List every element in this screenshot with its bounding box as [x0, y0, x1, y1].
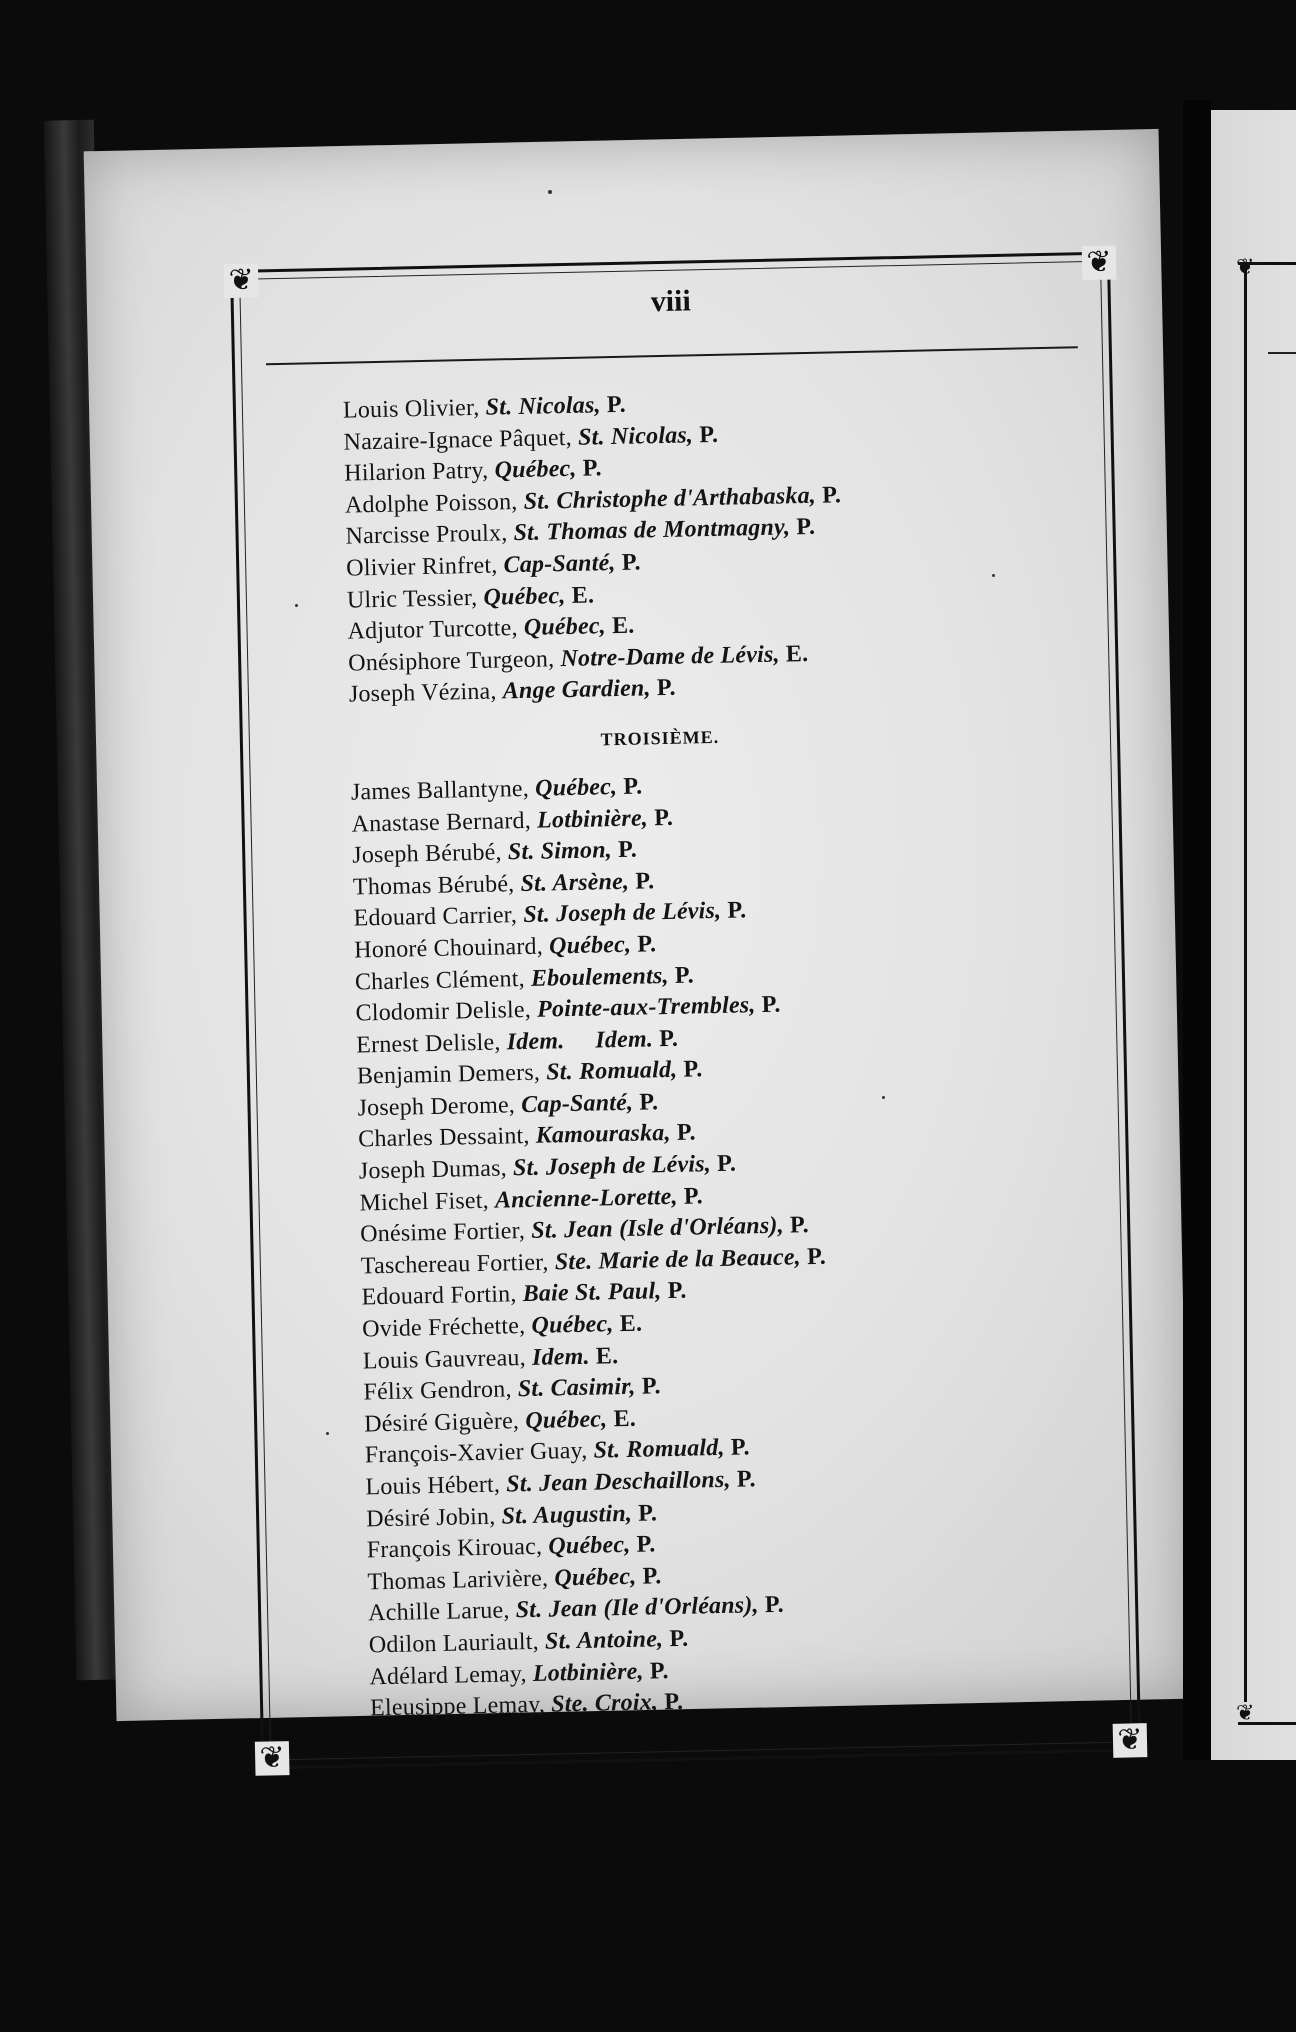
entry-place: Ste. Croix,	[550, 1689, 659, 1718]
entry-name: Félix Gendron,	[363, 1376, 512, 1406]
list-bottom	[351, 762, 1111, 1725]
entry-name: Joseph Bérubé,	[352, 839, 502, 869]
entry-mark: P.	[639, 1089, 659, 1116]
entry-place: Québec,	[534, 773, 618, 802]
entry-name: Joseph Vézina,	[348, 678, 497, 708]
facing-page-frame-side	[1244, 262, 1247, 1702]
entry-mark: P.	[653, 804, 674, 831]
entry-name: Onésiphore Turgeon,	[347, 646, 555, 677]
entry-name: Adjutor Turcotte,	[347, 615, 518, 645]
entry-name: Taschereau Fortier,	[360, 1249, 549, 1280]
entry-name: Ulric Tessier,	[346, 584, 478, 614]
entry-mark: P.	[796, 514, 816, 541]
entry-name: Michel Fiset,	[359, 1187, 490, 1217]
entry-place: Québec,	[548, 931, 632, 960]
scan-speck	[992, 574, 995, 577]
entry-name: Adélard Lemay,	[369, 1660, 527, 1690]
entry-mark: P.	[621, 549, 641, 576]
entry-name: Louis Hébert,	[365, 1471, 501, 1501]
entry-place: Québec,	[525, 1406, 608, 1434]
entry-place: Eboulements,	[530, 962, 669, 992]
entry-name: Adolphe Poisson,	[344, 488, 518, 519]
entry-mark: P.	[683, 1056, 703, 1083]
entry-mark: P.	[789, 1212, 810, 1239]
entry-place: St. Arsène,	[520, 868, 630, 897]
entry-place: St. Nicolas,	[577, 421, 694, 451]
entry-name: Louis Olivier,	[342, 394, 480, 424]
entry-mark: P.	[669, 1625, 689, 1653]
entry-name: Onésime Fortier,	[359, 1218, 526, 1248]
entry-name: Ernest Delisle,	[355, 1029, 501, 1059]
entry-name: Olivier Rinfret,	[346, 552, 498, 582]
entry-place: Québec,	[523, 613, 607, 642]
corner-ornament-icon: ❦	[1082, 245, 1117, 280]
entry-place: Cap-Santé,	[520, 1089, 634, 1118]
scan-speck	[326, 1432, 329, 1435]
entry-mark: P.	[656, 675, 677, 702]
entry-place: St. Joseph de Lévis,	[523, 898, 722, 929]
list-top	[343, 380, 1089, 711]
entry-place: Québec,	[494, 455, 577, 484]
entry-name: Thomas Bérubé,	[352, 870, 515, 901]
entry-name: Hilarion Patry,	[344, 457, 489, 487]
entry-name: François Kirouac,	[366, 1533, 543, 1564]
entry-mark: P.	[637, 1499, 658, 1527]
entry-name: Nazaire-Ignace Pâquet,	[343, 424, 573, 456]
entry-mark: P.	[716, 1150, 737, 1178]
scan-speck	[295, 604, 298, 607]
entry-mark: P.	[582, 455, 602, 482]
page-number: viii	[650, 284, 692, 319]
corner-ornament-icon: ❦	[224, 263, 259, 298]
entry-place: St. Jean Deschaillons,	[506, 1466, 731, 1498]
corner-ornament-icon: ❦	[255, 1741, 290, 1776]
entry-name: Eleusippe Lemay,	[369, 1691, 546, 1722]
corner-ornament-icon: ❦	[1113, 1723, 1148, 1758]
entry-place: St. Augustin,	[501, 1500, 633, 1530]
entry-mark: P.	[806, 1243, 827, 1270]
entry-mark: P.	[821, 482, 842, 509]
scan-speck	[548, 190, 552, 194]
entry-place: Baie St. Paul,	[522, 1278, 662, 1308]
entry-mark: P.	[736, 1466, 756, 1493]
entry-name: Charles Clément,	[354, 965, 526, 996]
entry-mark: P.	[649, 1657, 669, 1685]
entry-mark: P.	[727, 897, 747, 925]
entry-mark: P.	[664, 1688, 684, 1716]
page-frame	[228, 245, 1143, 1775]
entry-mark: P.	[764, 1592, 785, 1619]
entry-mark: P.	[641, 1373, 661, 1400]
entry-name: Edouard Fortin,	[361, 1281, 517, 1311]
entry-name: Désiré Jobin,	[365, 1503, 496, 1533]
entry-mark: E.	[611, 612, 635, 640]
name-list	[343, 380, 1111, 1725]
entry-place: Lotbinière,	[532, 1658, 644, 1687]
entry-place: Québec,	[483, 582, 566, 611]
entry-name: Achille Larue,	[367, 1597, 510, 1627]
section-heading: TROISIÈME.	[600, 726, 720, 750]
entry-place: St. Thomas de Montmagny,	[513, 514, 791, 547]
entry-name: James Ballantyne,	[350, 775, 530, 806]
entry-mark: P.	[635, 867, 655, 895]
facing-page-header-rule	[1268, 352, 1296, 354]
entry-name: Louis Gauvreau,	[362, 1344, 527, 1375]
page-gutter	[1183, 100, 1211, 1760]
entry-mark: P.	[642, 1563, 662, 1590]
entry-mark: P.	[658, 1025, 679, 1052]
entry-place: St. Romuald,	[545, 1057, 678, 1086]
entry-name: Anastase Bernard,	[351, 807, 532, 838]
entry-name: Charles Dessaint,	[357, 1123, 530, 1153]
entry-place: Québec,	[531, 1311, 614, 1339]
entry-mark: P.	[617, 836, 638, 864]
entry-mark: P.	[606, 391, 627, 419]
entry-place: Pointe-aux-Trembles,	[536, 992, 756, 1023]
entry-mark: E.	[613, 1405, 637, 1433]
facing-page-ornament-icon: ❦	[1236, 1700, 1255, 1725]
entry-name: Odilon Lauriault,	[368, 1628, 540, 1659]
entry-place: St. Nicolas,	[485, 392, 601, 421]
entry-place: Cap-Santé,	[503, 549, 616, 579]
entry-place: Kamouraska,	[535, 1120, 671, 1150]
entry-place: St. Casimir,	[517, 1373, 636, 1403]
entry-place: Lotbinière,	[536, 804, 649, 834]
entry-mark: P.	[637, 931, 657, 958]
entry-mark: P.	[761, 991, 781, 1019]
entry-place: St. Jean (Isle d'Orléans),	[531, 1212, 785, 1245]
entry-place: St. Antoine,	[544, 1626, 664, 1655]
entry-place: St. Simon,	[507, 837, 613, 866]
entry-name: Clodomir Delisle,	[355, 996, 532, 1027]
entry-place: Québec,	[548, 1532, 631, 1560]
entry-mark: E.	[785, 640, 809, 668]
facing-page-ornament-icon: ❦	[1236, 254, 1255, 279]
entry-mark: P.	[676, 1119, 696, 1147]
entry-place: St. Jean (Ile d'Orléans),	[515, 1592, 759, 1624]
entry-place: Idem.	[531, 1343, 590, 1371]
entry-mark: P.	[730, 1434, 751, 1462]
entry-mark: P.	[636, 1531, 656, 1558]
entry-mark: P.	[699, 421, 719, 448]
entry-mark: E.	[595, 1342, 619, 1370]
entry-place: Québec,	[554, 1563, 637, 1592]
entry-mark: E.	[571, 582, 595, 609]
entry-place: St. Christophe d'Arthabaska,	[523, 482, 817, 515]
entry-place: St. Joseph de Lévis,	[512, 1151, 712, 1182]
entry-name: Honoré Chouinard,	[354, 933, 544, 964]
entry-mark: P.	[674, 961, 695, 989]
scan-speck	[882, 1096, 885, 1099]
entry-name: Benjamin Demers,	[356, 1059, 541, 1090]
entry-name: Thomas Larivière,	[367, 1565, 549, 1596]
entry-place: Ste. Marie de la Beauce,	[554, 1244, 802, 1276]
entry-mark: E.	[619, 1310, 643, 1338]
entry-name: François-Xavier Guay,	[364, 1438, 588, 1469]
entry-mark: P.	[667, 1278, 687, 1305]
entry-name: Désiré Giguère,	[363, 1408, 520, 1438]
entry-place: Notre-Dame de Lévis,	[560, 641, 780, 672]
entry-name: Joseph Derome,	[357, 1092, 516, 1122]
entry-name: Narcisse Proulx,	[345, 520, 508, 551]
facing-page-edge	[1211, 110, 1296, 1760]
entry-name: Joseph Dumas,	[358, 1155, 508, 1185]
entry-place: St. Romuald,	[593, 1435, 725, 1465]
entry-name: Ovide Fréchette,	[361, 1313, 526, 1343]
entry-place: Idem. Idem.	[506, 1025, 654, 1056]
entry-name: Edouard Carrier,	[353, 902, 518, 932]
entry-place: Ange Gardien,	[502, 675, 651, 705]
entry-mark: P.	[683, 1182, 704, 1210]
entry-place: Ancienne-Lorette,	[494, 1183, 678, 1214]
entry-mark: P.	[623, 773, 643, 800]
